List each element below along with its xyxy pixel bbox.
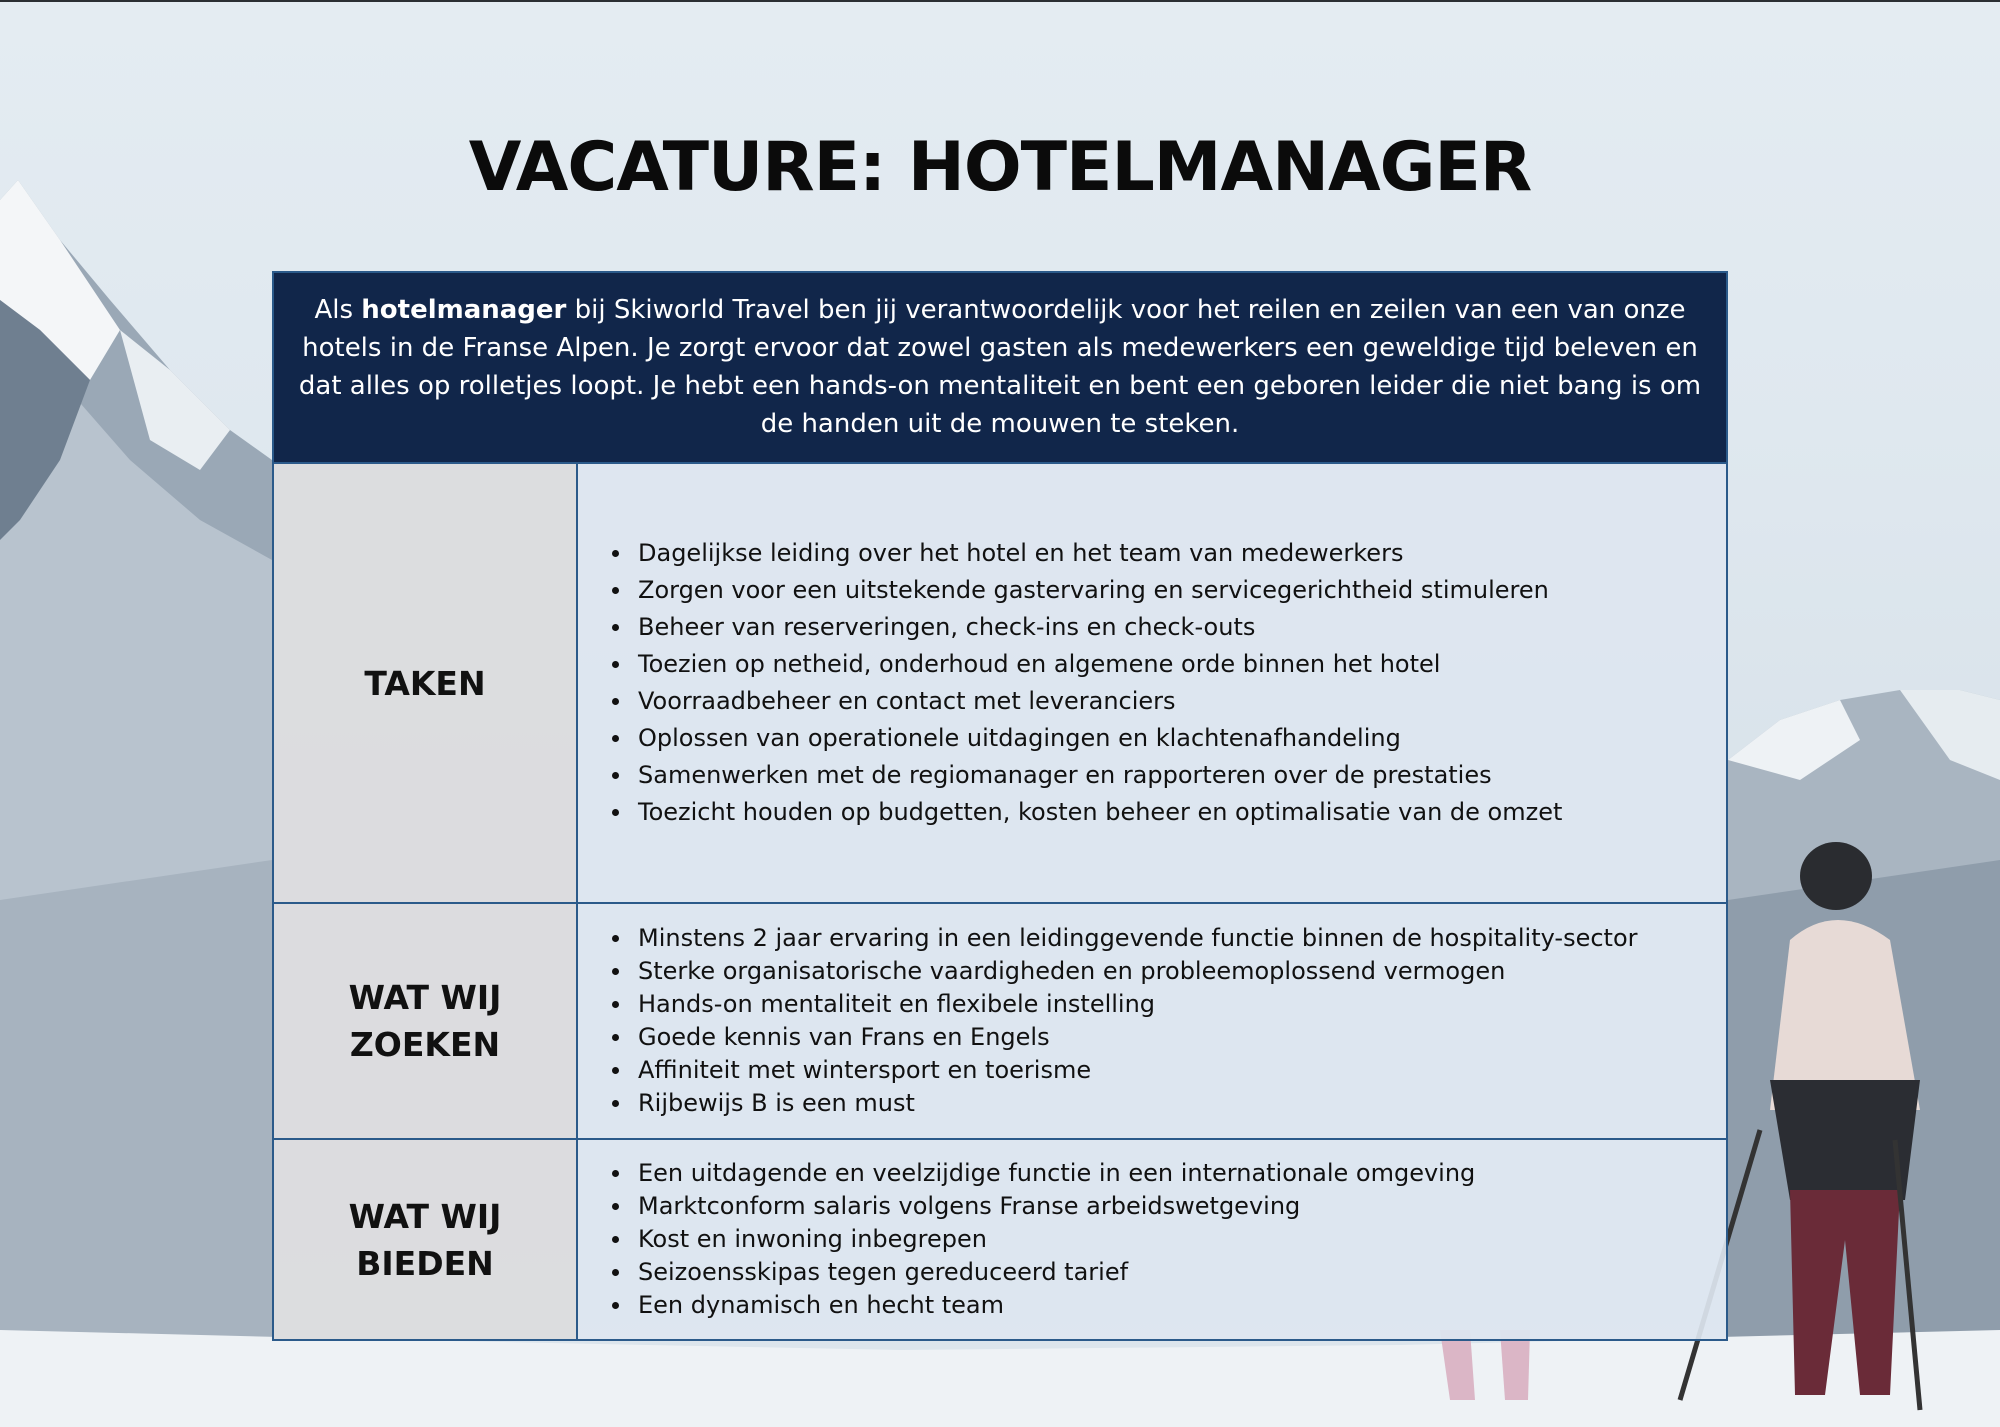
section-label-line1: WAT WIJ [348, 978, 502, 1017]
top-border [0, 0, 2000, 2]
list-item: Oplossen van operationele uitdagingen en klachtenafhandeling [638, 720, 1562, 757]
taken-list [578, 535, 1562, 831]
section-content-bieden [578, 1140, 1726, 1339]
section-label-text: TAKEN [364, 663, 486, 703]
list-item: Toezicht houden op budgetten, kosten beheer en optimalisatie van de omzet [638, 794, 1562, 831]
section-label-line2: BIEDEN [356, 1243, 494, 1283]
intro-paragraph [274, 273, 1726, 463]
section-content-zoeken [578, 904, 1726, 1138]
list-item: Goede kennis van Frans en Engels [638, 1021, 1638, 1054]
section-label-taken [274, 464, 578, 902]
page-title: VACATURE: HOTELMANAGER [468, 128, 1532, 207]
list-item: Rijbewijs B is een must [638, 1087, 1638, 1120]
bieden-list [578, 1157, 1475, 1322]
list-item: Affiniteit met wintersport en toerisme [638, 1054, 1638, 1087]
list-item: Marktconform salaris volgens Franse arbeidswetgeving [638, 1190, 1475, 1223]
list-item: Minstens 2 jaar ervaring in een leidinggevende functie binnen de hospitality-sector [638, 922, 1638, 955]
list-item: Voorraadbeheer en contact met leveranciers [638, 683, 1562, 720]
section-zoeken [274, 902, 1726, 1138]
job-details-table [272, 271, 1728, 1341]
list-item: Sterke organisatorische vaardigheden en probleemoplossend vermogen [638, 955, 1638, 988]
intro-highlight: hotelmanager [361, 295, 567, 325]
list-item: Kost en inwoning inbegrepen [638, 1223, 1475, 1256]
zoeken-list [578, 922, 1638, 1120]
section-taken [274, 462, 1726, 902]
list-item: Een dynamisch en hecht team [638, 1289, 1475, 1322]
list-item: Seizoensskipas tegen gereduceerd tarief [638, 1256, 1475, 1289]
intro-text: bij Skiworld Travel ben jij verantwoordelijk voor het reilen en zeilen van een van onze hotels in de Franse Alpen. Je zorgt ervoor dat zowel gasten als medewerkers een geweldige tijd beleven en dat alles op rolletjes loopt. Je hebt een hands-on mentaliteit en bent een geboren leider die niet bang is om de handen uit de mouwen te steken. [298, 295, 1702, 439]
list-item: Dagelijkse leiding over het hotel en het team van medewerkers [638, 535, 1562, 572]
intro-prefix: Als [314, 295, 362, 325]
list-item: Beheer van reserveringen, check-ins en check-outs [638, 609, 1562, 646]
section-label-zoeken [274, 904, 578, 1138]
list-item: Zorgen voor een uitstekende gastervaring en servicegerichtheid stimuleren [638, 572, 1562, 609]
list-item: Hands-on mentaliteit en flexibele instelling [638, 988, 1638, 1021]
section-label-line2: ZOEKEN [349, 1025, 501, 1064]
section-label-bieden [274, 1140, 578, 1339]
list-item: Een uitdagende en veelzijdige functie in een internationale omgeving [638, 1157, 1475, 1190]
section-content-taken [578, 464, 1726, 902]
list-item: Samenwerken met de regiomanager en rapporteren over de prestaties [638, 757, 1562, 794]
section-bieden [274, 1138, 1726, 1339]
list-item: Toezien op netheid, onderhoud en algemene orde binnen het hotel [638, 646, 1562, 683]
section-label-line1: WAT WIJ [348, 1196, 502, 1236]
